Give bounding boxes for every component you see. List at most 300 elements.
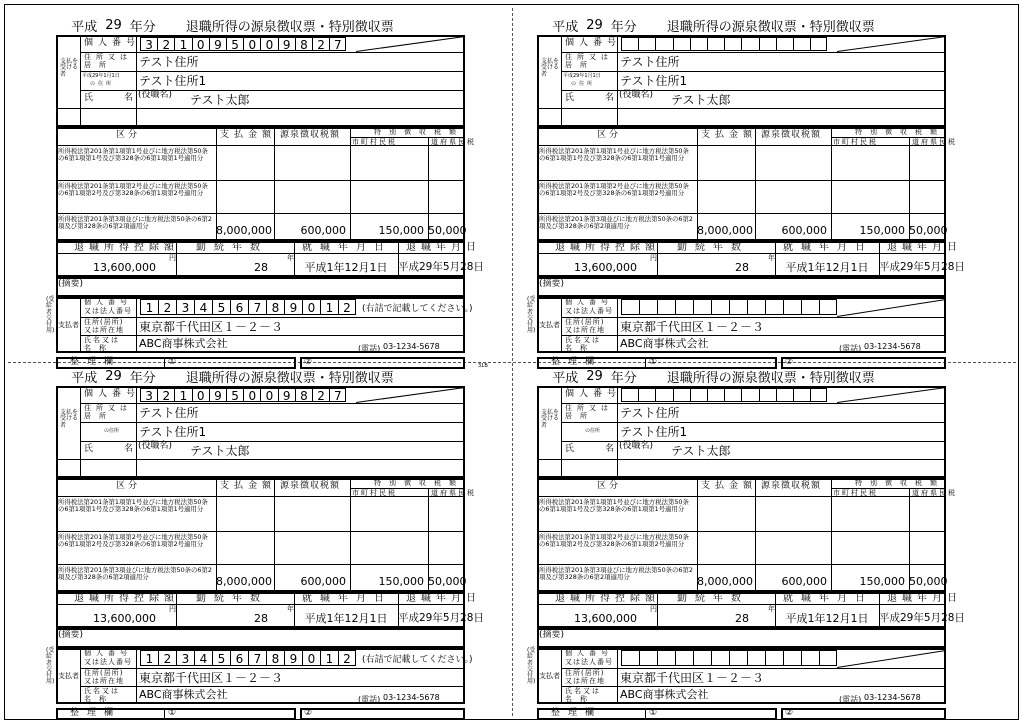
payee-jan1-label-short: の住所 [585, 428, 601, 434]
seiri-circle-1: ① [168, 708, 177, 718]
payee-number-cell [776, 37, 793, 51]
payee-number-cell [278, 37, 295, 51]
form-title: 平成 29 年分 退職所得の源泉徴収票・特別徴収票 [552, 368, 875, 386]
end-date-label: 退職年月日 [887, 593, 962, 604]
remarks-box [537, 277, 946, 297]
payer-name-label-2: 名称 [565, 344, 595, 352]
payee-number-cell [140, 388, 157, 402]
payer-number-digit: 4 [199, 301, 208, 315]
header-municipal: 市町村民税 [352, 138, 397, 146]
payer-number-cell [212, 650, 230, 666]
row3-prefectural-value: 50,000 [909, 575, 948, 588]
row3-label: 所得税法第201条第3項並びに地方税法第50条の6第2項及び第328条の6第2項適用分 [539, 566, 693, 582]
end-date-label: 退職年月日 [406, 242, 481, 253]
payee-side-label: 支払を受ける者 [60, 409, 79, 429]
yen-unit: 円 [169, 254, 176, 262]
end-date-label: 退職年月日 [406, 593, 481, 604]
payer-phone-label: (電話) [839, 344, 862, 353]
payer-address-value: 東京都千代田区１－２－３ [620, 671, 765, 685]
payee-address-label-2: 居所 [84, 412, 114, 420]
deduction-value: 13,600,000 [574, 261, 637, 274]
payer-phone-label: (電話) [839, 695, 862, 704]
form-title: 平成 29 年分 退職所得の源泉徴収票・特別徴収票 [71, 17, 394, 35]
payer-name-label-1: 氏名又は [565, 687, 601, 695]
header-category: 区分 [116, 481, 141, 491]
year-unit: 年 [768, 254, 775, 262]
payee-address-value: テスト住所 [620, 406, 680, 420]
payee-number-digit: 7 [333, 38, 342, 51]
payee-name-label-1: 氏 [565, 93, 575, 103]
payee-number-cell [724, 37, 741, 51]
payer-phone-value: 03-1234-5678 [864, 693, 921, 702]
header-municipal: 市町村民税 [352, 489, 397, 497]
seiri-circle-2: ② [785, 357, 794, 367]
payer-address-label-2: 又は所在地 [84, 677, 124, 685]
payee-number-cell [776, 388, 793, 402]
deduction-label: 退職所得控除額 [74, 242, 179, 253]
start-date-label: 就職年月日 [302, 593, 392, 604]
form-title: 平成 29 年分 退職所得の源泉徴収票・特別徴収票 [71, 368, 394, 386]
row3-payment-value: 8,000,000 [216, 575, 272, 588]
payee-number-cell [209, 37, 226, 51]
payee-number-cell [209, 388, 226, 402]
payee-name-label-1: 氏 [84, 444, 94, 454]
payer-number-digit: 6 [235, 652, 244, 666]
payer-address-value: 東京都千代田区１－２－３ [620, 320, 765, 334]
header-withholding: 源泉徴収税額 [761, 130, 822, 140]
form-bottom-right [481, 366, 965, 718]
payer-number-cell [621, 650, 639, 666]
start-date-label: 就職年月日 [783, 242, 873, 253]
seiri-circle-2: ② [785, 708, 794, 718]
payee-number-cell [174, 388, 191, 402]
row3-payment-value: 8,000,000 [216, 224, 272, 237]
payer-number-cell [338, 299, 356, 315]
end-date-label: 退職年月日 [887, 242, 962, 253]
payer-number-cell [819, 299, 837, 315]
payer-number-digit: 3 [181, 652, 190, 666]
payee-name-value: テスト太郎 [190, 93, 250, 107]
payee-number-cell [741, 388, 758, 402]
payee-jan1-address-value: テスト住所1 [139, 425, 207, 439]
payer-phone-value: 03-1234-5678 [383, 342, 440, 351]
payee-number-cell [260, 37, 277, 51]
remarks-label: (摘要) [539, 279, 565, 289]
payer-name-label-1: 氏名又は [565, 336, 601, 344]
payee-number-cell [690, 37, 707, 51]
payee-number-cell [243, 388, 260, 402]
payer-number-cell [230, 650, 248, 666]
payee-number-digit: 2 [317, 389, 325, 402]
header-payment: 支払金額 [701, 481, 758, 491]
payee-jan1-label-2: の住所 [571, 81, 596, 87]
payer-number-cell [212, 299, 230, 315]
payee-number-cell [707, 37, 724, 51]
payee-number-cell [278, 388, 295, 402]
payer-number-digit: 2 [343, 301, 351, 315]
header-special: 特別徴収税額 [855, 479, 945, 487]
payer-name-value: ABC商事株式会社 [139, 688, 228, 701]
payee-title-label: (役職名) [619, 441, 654, 451]
payee-jan1-address-value: テスト住所1 [620, 425, 688, 439]
row3-municipal-value: 150,000 [859, 575, 905, 588]
payer-number-cell [765, 299, 783, 315]
payee-number-cell [295, 388, 312, 402]
header-municipal: 市町村民税 [833, 138, 878, 146]
payee-number-cell [226, 388, 243, 402]
start-date-value: 平成1年12月1日 [785, 612, 869, 625]
payer-number-label-2: 又は法人番号 [84, 307, 132, 315]
payer-name-value: ABC商事株式会社 [620, 337, 709, 350]
row3-prefectural-value: 50,000 [428, 224, 467, 237]
seiri-circle-1: ① [649, 357, 658, 367]
payee-address-label-2: 居所 [565, 61, 595, 69]
payer-number-cell [176, 650, 194, 666]
payee-number-digit: 1 [179, 389, 188, 402]
row1-label: 所得税法第201条第1項第1号並びに地方税法第50条の6第1項第1号及び第328条の6第1項第1号適用分 [539, 147, 689, 163]
yen-unit: 円 [650, 605, 657, 613]
row1-label: 所得税法第201条第1項第1号並びに地方税法第50条の6第1項第1号及び第328条の6第1項第1号適用分 [58, 147, 208, 163]
payee-number-cell [673, 388, 690, 402]
payer-number-digit: 1 [325, 301, 334, 315]
payer-address-label-1: 住所(居所) [565, 669, 605, 677]
deduction-label: 退職所得控除額 [74, 593, 179, 604]
payer-address-label-2: 又は所在地 [84, 326, 124, 334]
payer-number-cell [819, 650, 837, 666]
payer-side-label: 支払者 [539, 321, 560, 329]
payer-phone-value: 03-1234-5678 [864, 342, 921, 351]
years-value: 28 [254, 612, 268, 625]
seiri-box-2 [781, 708, 946, 720]
payer-number-cell [675, 650, 693, 666]
payer-number-cell [140, 650, 158, 666]
payee-my-number-label: 個人番号 [84, 38, 141, 48]
payer-number-cell [140, 299, 158, 315]
header-prefectural: 道府県民税 [431, 489, 476, 497]
payer-address-label-2: 又は所在地 [565, 677, 605, 685]
payee-number-cell [793, 388, 810, 402]
payer-number-digit: 1 [325, 652, 334, 666]
payer-number-cell [194, 650, 212, 666]
payer-address-label-1: 住所(居所) [565, 318, 605, 326]
payer-number-cell [302, 650, 320, 666]
row3-label: 所得税法第201条第3項並びに地方税法第50条の6第2項及び第328条の6第2項適用分 [539, 215, 693, 231]
years-label: 勤続年数 [677, 593, 749, 604]
payer-number-digit: 5 [217, 652, 226, 666]
payer-name-label-2: 名称 [84, 695, 114, 703]
payee-number-digit: 9 [282, 38, 291, 51]
remarks-box [56, 277, 465, 297]
row3-payment-value: 8,000,000 [697, 575, 753, 588]
payer-number-cell [621, 299, 639, 315]
payee-number-cell [192, 37, 209, 51]
payer-number-label-2: 又は法人番号 [84, 658, 132, 666]
payer-number-cell [801, 299, 819, 315]
payee-address-label-1: 住所又は [84, 404, 132, 412]
payee-side-label: 支払を受ける者 [60, 58, 79, 78]
payee-number-digit: 3 [145, 38, 153, 51]
payer-vertical-label: (受給者交付用) [527, 647, 536, 686]
payer-number-cell [266, 650, 284, 666]
payer-number-cell [284, 299, 302, 315]
payee-jan1-address-value: テスト住所1 [620, 74, 688, 88]
payer-number-cell [729, 650, 747, 666]
payer-number-digit: 4 [199, 652, 208, 666]
header-special: 特別徴収税額 [374, 128, 464, 136]
payee-number-cell [174, 37, 191, 51]
payee-name-label-1: 氏 [84, 93, 94, 103]
payee-name-value: テスト太郎 [190, 444, 250, 458]
payee-address-value: テスト住所 [139, 55, 199, 69]
payer-number-digit: 8 [271, 652, 280, 666]
payer-number-cell [711, 650, 729, 666]
header-category: 区分 [597, 481, 622, 491]
seiri-label: 整理欄 [70, 708, 122, 718]
payee-my-number-label: 個人番号 [565, 38, 622, 48]
deduction-label: 退職所得控除額 [555, 242, 660, 253]
payee-number-cell [810, 388, 827, 402]
payer-number-digit: 7 [253, 652, 262, 666]
remarks-label: (摘要) [58, 630, 84, 640]
seiri-circle-2: ② [304, 708, 313, 718]
seiri-box-2 [300, 708, 465, 720]
payer-number-digit: 9 [289, 652, 298, 666]
payer-number-cell [729, 299, 747, 315]
payer-number-cell [194, 299, 212, 315]
payer-number-cell [320, 650, 338, 666]
header-payment: 支払金額 [701, 130, 758, 140]
payee-number-cell [655, 388, 672, 402]
start-date-value: 平成1年12月1日 [785, 261, 869, 274]
payer-number-cell [783, 650, 801, 666]
payer-number-label-1: 個人番号 [565, 298, 613, 306]
payee-number-digit: 9 [282, 389, 291, 402]
payer-side-label: 支払者 [539, 672, 560, 680]
payer-name-label-1: 氏名又は [84, 336, 120, 344]
payer-vertical-label: (受給者交付用) [527, 296, 536, 335]
payee-number-cell [673, 37, 690, 51]
payee-number-digit: 0 [248, 389, 257, 402]
payee-number-cell [793, 37, 810, 51]
payer-number-label-1: 個人番号 [565, 649, 613, 657]
years-value: 28 [735, 261, 749, 274]
payee-name-value: テスト太郎 [671, 93, 731, 107]
end-date-value: 平成29年5月28日 [398, 261, 484, 273]
payer-name-label-1: 氏名又は [84, 687, 120, 695]
payee-jan1-address-value: テスト住所1 [139, 74, 207, 88]
payee-side-label: 支払を受ける者 [541, 58, 560, 78]
payee-my-number-label: 個人番号 [84, 389, 141, 399]
payee-number-cell [312, 388, 329, 402]
payee-number-cell [810, 37, 827, 51]
payer-number-cell [176, 299, 194, 315]
row3-municipal-value: 150,000 [378, 575, 424, 588]
payer-number-label-2: 又は法人番号 [565, 658, 613, 666]
payee-number-digit: 0 [265, 389, 274, 402]
payee-number-digit: 2 [317, 38, 325, 51]
payer-number-cell [639, 299, 657, 315]
header-municipal: 市町村民税 [833, 489, 878, 497]
payee-number-digit: 1 [179, 38, 188, 51]
row3-municipal-value: 150,000 [378, 224, 424, 237]
payer-address-label-1: 住所(居所) [84, 669, 124, 677]
year-unit: 年 [768, 605, 775, 613]
payee-address-label-1: 住所又は [84, 53, 132, 61]
row3-withholding-value: 600,000 [781, 224, 827, 237]
payer-number-cell [320, 299, 338, 315]
payer-address-value: 東京都千代田区１－２－３ [139, 671, 284, 685]
payee-side-label: 支払を受ける者 [541, 409, 560, 429]
payee-number-digit: 9 [214, 38, 222, 51]
row3-prefectural-value: 50,000 [428, 575, 467, 588]
payer-vertical-label: (受給者交付用) [46, 647, 55, 686]
header-withholding: 源泉徴収税額 [280, 130, 341, 140]
payee-title-label: (役職名) [619, 90, 654, 100]
payee-number-digit: 2 [162, 38, 171, 51]
payee-number-cell [690, 388, 707, 402]
payee-number-cell [157, 37, 174, 51]
payee-number-digit: 9 [214, 389, 222, 402]
payee-name-label-2: 名 [124, 444, 134, 454]
payer-number-cell [158, 650, 176, 666]
payee-name-label-2: 名 [605, 444, 615, 454]
payer-number-cell [248, 299, 266, 315]
payee-number-cell [226, 37, 243, 51]
years-label: 勤続年数 [196, 242, 268, 253]
payee-number-digit: 5 [231, 38, 239, 51]
seiri-circle-1: ① [649, 708, 658, 718]
end-date-value: 平成29年5月28日 [398, 612, 484, 624]
header-prefectural: 道府県民税 [912, 489, 957, 497]
payer-number-cell [302, 299, 320, 315]
page-code: 31B [478, 363, 488, 369]
payer-number-digit: 3 [181, 301, 190, 315]
payee-name-label-1: 氏 [565, 444, 575, 454]
payee-number-cell [724, 388, 741, 402]
payee-number-cell [621, 388, 638, 402]
payee-number-digit: 5 [231, 389, 239, 402]
form-top-left [0, 15, 488, 369]
payer-name-label-2: 名称 [565, 695, 595, 703]
deduction-label: 退職所得控除額 [555, 593, 660, 604]
header-special: 特別徴収税額 [855, 128, 945, 136]
payer-number-cell [338, 650, 356, 666]
header-special: 特別徴収税額 [374, 479, 464, 487]
header-prefectural: 道府県民税 [431, 138, 476, 146]
remarks-box [56, 628, 465, 648]
payee-number-cell [638, 388, 655, 402]
payee-number-cell [157, 388, 174, 402]
payee-number-cell [295, 37, 312, 51]
payee-number-cell [329, 37, 346, 51]
header-withholding: 源泉徴収税額 [280, 481, 341, 491]
payer-number-digit: 8 [271, 301, 280, 315]
row2-label: 所得税法第201条第1項第2号並びに地方税法第50条の6第1項第2号及び第328条の6第1項第2号適用分 [539, 182, 689, 198]
payee-number-cell [707, 388, 724, 402]
payee-name-value: テスト太郎 [671, 444, 731, 458]
payer-number-cell [783, 299, 801, 315]
row3-payment-value: 8,000,000 [697, 224, 753, 237]
seiri-label: 整理欄 [70, 357, 122, 367]
payee-number-cell [312, 37, 329, 51]
payer-number-cell [158, 299, 176, 315]
payee-number-cell [329, 388, 346, 402]
row2-label: 所得税法第201条第1項第2号並びに地方税法第50条の6第1項第2号及び第328条の6第1項第2号適用分 [539, 533, 689, 549]
years-label: 勤続年数 [677, 242, 749, 253]
deduction-value: 13,600,000 [574, 612, 637, 625]
payer-name-label-2: 名称 [84, 344, 114, 352]
payee-number-cell [260, 388, 277, 402]
payer-address-label-1: 住所(居所) [84, 318, 124, 326]
payer-number-cell [248, 650, 266, 666]
row3-prefectural-value: 50,000 [909, 224, 948, 237]
payer-vertical-label: (受給者交付用) [46, 296, 55, 335]
payee-number-digit: 0 [196, 389, 205, 402]
payee-address-label-1: 住所又は [565, 404, 613, 412]
payer-number-digit: 1 [145, 301, 154, 315]
yen-unit: 円 [169, 605, 176, 613]
years-label: 勤続年数 [196, 593, 268, 604]
payer-number-cell [675, 299, 693, 315]
header-category: 区分 [597, 130, 622, 140]
header-payment: 支払金額 [220, 130, 277, 140]
payee-number-cell [759, 388, 776, 402]
payer-side-label: 支払者 [58, 672, 79, 680]
payer-number-cell [747, 299, 765, 315]
year-unit: 年 [287, 605, 294, 613]
years-value: 28 [735, 612, 749, 625]
payee-address-value: テスト住所 [139, 406, 199, 420]
payer-address-label-2: 又は所在地 [565, 326, 605, 334]
payer-number-cell [765, 650, 783, 666]
row2-label: 所得税法第201条第1項第2号並びに地方税法第50条の6第1項第2号及び第328条の6第1項第2号適用分 [58, 533, 208, 549]
payer-number-digit: 2 [163, 301, 172, 315]
payer-number-cell [711, 299, 729, 315]
payee-number-cell [638, 37, 655, 51]
payer-number-digit: 5 [217, 301, 226, 315]
payer-number-cell [693, 650, 711, 666]
payer-number-cell [801, 650, 819, 666]
seiri-circle-1: ① [168, 357, 177, 367]
payee-address-label-1: 住所又は [565, 53, 613, 61]
payee-number-cell [655, 37, 672, 51]
year-unit: 年 [287, 254, 294, 262]
payer-number-cell [230, 299, 248, 315]
payer-phone-value: 03-1234-5678 [383, 693, 440, 702]
payer-number-label-2: 又は法人番号 [565, 307, 613, 315]
payer-number-digit: 0 [307, 301, 316, 315]
start-date-value: 平成1年12月1日 [304, 261, 388, 274]
payee-title-label: (役職名) [138, 441, 173, 451]
payer-number-label-1: 個人番号 [84, 298, 132, 306]
payer-number-cell [657, 299, 675, 315]
payer-number-note: (右詰で記載してください。) [362, 304, 473, 314]
form-title: 平成 29 年分 退職所得の源泉徴収票・特別徴収票 [552, 17, 875, 35]
start-date-value: 平成1年12月1日 [304, 612, 388, 625]
payer-number-cell [693, 299, 711, 315]
payer-number-digit: 7 [253, 301, 262, 315]
payee-number-digit: 8 [300, 38, 308, 51]
payer-phone-label: (電話) [358, 695, 381, 704]
seiri-label: 整理欄 [551, 357, 603, 367]
yen-unit: 円 [650, 254, 657, 262]
payer-number-digit: 9 [289, 301, 298, 315]
payee-number-digit: 0 [196, 38, 205, 51]
row3-withholding-value: 600,000 [300, 224, 346, 237]
payer-number-cell [284, 650, 302, 666]
payee-number-digit: 2 [162, 389, 171, 402]
payee-number-cell [759, 37, 776, 51]
